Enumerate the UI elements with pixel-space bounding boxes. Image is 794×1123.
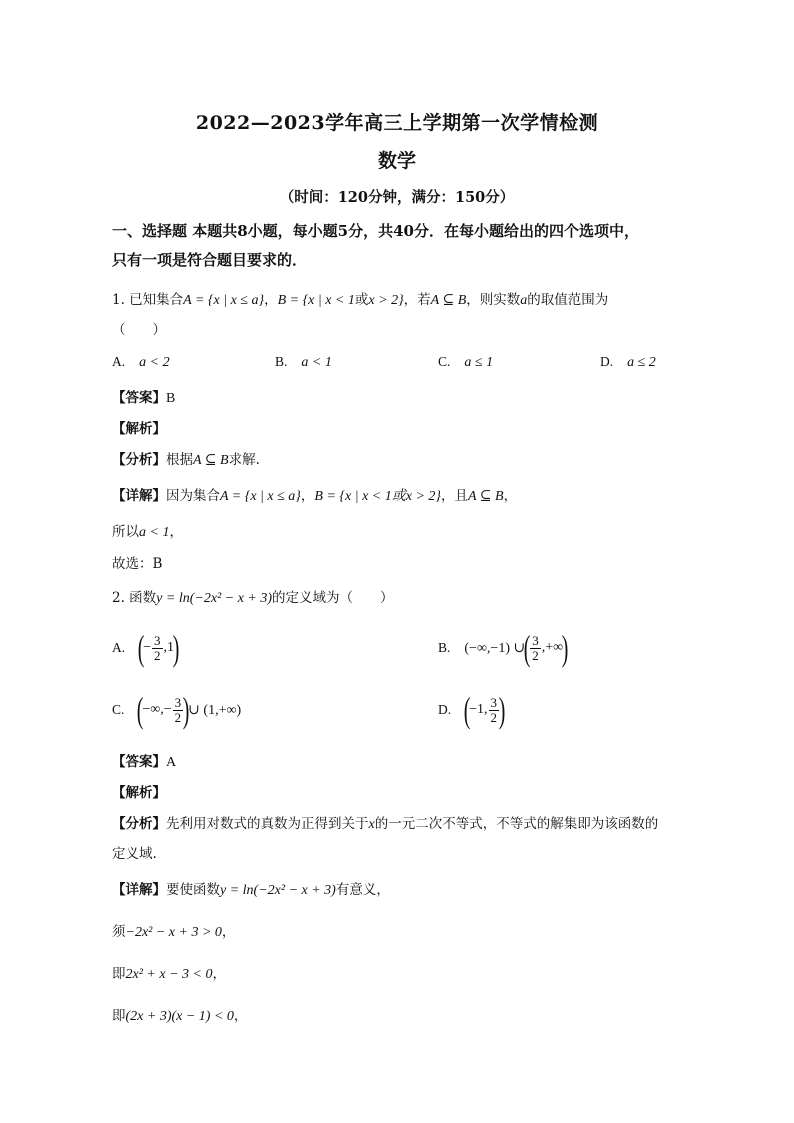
q2-detail-func: y = ln(−2x² − x + 3) (220, 883, 336, 898)
q1-answer-value: B (166, 391, 176, 406)
q2-step3-comma: ， (233, 1008, 248, 1024)
q1-fenxi-tail: 求解. (228, 452, 260, 468)
q1-paren: （ ） (112, 322, 166, 338)
q2-option-a-frac: $\frac{3}{2}$ (154, 632, 161, 663)
q2-answer-tag: 【答案】 (112, 754, 166, 770)
time-note: （时间：120分钟，满分：150分） (279, 189, 515, 206)
q1-stem (112, 288, 608, 309)
q2-option-c: C. ( −∞,− $\frac{3}{2}$ ) ∪ (1,+∞) (112, 690, 242, 730)
q2-step1 (112, 920, 235, 941)
q1-detail-setB: B = {x | x < 1或x > 2} (314, 489, 441, 504)
q2-answer-value: A (166, 755, 177, 770)
q1-fenxi-text: 根据 (166, 452, 193, 468)
q1-setB2: x > 2} (368, 293, 404, 308)
q1-option-b (275, 354, 332, 371)
q2-fenxi-tag: 【分析】 (112, 816, 166, 832)
q1-option-b-label: B. (275, 354, 288, 369)
q2-fenxi (112, 812, 658, 833)
q1-tail: ，则实数 (466, 292, 521, 308)
q2-option-d-label: D. (438, 702, 452, 717)
q1-mid: ，若 (403, 292, 431, 308)
q1-analysis-tag: 【解析】 (112, 421, 166, 437)
q2-option-d-left: −1, (469, 702, 488, 717)
q2-step1-pre: 须 (112, 924, 126, 940)
q1-option-c (438, 354, 493, 371)
q2-option-c-left: −∞,− (142, 702, 172, 717)
q1-var: a (520, 293, 528, 308)
q1-prefix: 1. 已知集合 (112, 292, 184, 308)
q2-option-a-right: ,1 (163, 640, 175, 655)
q1-option-d (600, 354, 656, 371)
q1-detail-sep: ， (300, 488, 315, 504)
q2-option-b-label: B. (438, 640, 451, 655)
q1-detail-setA: A = {x | x ≤ a} (220, 489, 301, 504)
q2-option-b: B. (−∞,−1) ∪ ( $\frac{3}{2}$ ,+∞ ) (438, 628, 569, 668)
q1-option-a-label: A. (112, 354, 126, 369)
q2-step2-pre: 即 (112, 966, 126, 982)
q1-choose: 故选：B (112, 556, 163, 572)
q2-step1-expr: −2x² − x + 3 > 0 (125, 925, 222, 940)
q2-func: y = ln(−2x² − x + 3) (156, 591, 273, 606)
q2-step2-comma: ， (212, 966, 226, 982)
q2-step3-pre: 即 (112, 1008, 126, 1024)
q1-option-d-expr: a ≤ 2 (627, 355, 656, 370)
q1-option-c-expr: a ≤ 1 (464, 355, 494, 370)
q2-fenxi-text1: 先利用对数式的真数为正得到关于 (166, 816, 369, 832)
q2-tail: 的定义域为（ ） (272, 590, 394, 606)
subject-title: 数学 (377, 150, 416, 172)
q2-option-a-label: A. (112, 640, 126, 655)
q1-option-d-label: D. (600, 354, 614, 369)
q1-setB1: B = {x | x < 1 (277, 293, 355, 308)
q2-option-b-left: (−∞,−1) ∪ (464, 640, 526, 656)
q2-fenxi-var: x (368, 817, 375, 832)
q2-option-d: D. ( −1, $\frac{3}{2}$ ) (438, 690, 506, 730)
q1-sep: ， (264, 292, 278, 308)
q1-detail-tag: 【详解】 (112, 488, 166, 504)
q1-option-a-expr: a < 2 (139, 355, 170, 370)
q2-step1-comma: ， (221, 924, 236, 940)
q1-or: 或 (354, 292, 369, 308)
q1-detail (112, 484, 517, 505)
q2-option-b-frac: $\frac{3}{2}$ (532, 632, 539, 663)
q2-prefix: 2. 函数 (112, 590, 157, 606)
q2-step2 (112, 962, 226, 983)
q2-step3-expr: (2x + 3)(x − 1) < 0 (125, 1009, 234, 1024)
q1-answer-tag: 【答案】 (112, 390, 166, 406)
q1-option-a (112, 354, 170, 371)
q1-so (112, 520, 183, 541)
q1-detail-and: ，且 (441, 488, 468, 504)
q1-cond: A ⊆ B (430, 293, 467, 308)
q1-setA: A = {x | x ≤ a} (183, 293, 265, 308)
q2-option-c-label: C. (112, 702, 125, 717)
q2-step3 (112, 1004, 247, 1025)
q2-answer (112, 750, 176, 771)
q2-stem (112, 586, 394, 607)
q2-option-c-frac: $\frac{3}{2}$ (174, 694, 182, 725)
q1-answer (112, 386, 175, 407)
q1-option-c-label: C. (438, 354, 451, 369)
q1-option-b-expr: a < 1 (301, 355, 332, 370)
q1-so-end: ， (169, 524, 183, 540)
q1-detail-cond: A ⊆ B (468, 489, 504, 504)
q2-analysis-tag: 【解析】 (112, 785, 166, 801)
q1-fenxi (112, 448, 260, 469)
q1-detail-end: ， (503, 488, 518, 504)
q1-fenxi-tag: 【分析】 (112, 452, 166, 468)
q2-option-b-right: ,+∞ (541, 640, 564, 655)
q2-detail-tail: 有意义， (335, 882, 390, 898)
q1-so-expr: a < 1 (139, 525, 170, 540)
exam-title: 2022—2023学年高三上学期第一次学情检测 (195, 112, 599, 134)
q2-detail-text: 要使函数 (166, 882, 220, 898)
q1-fenxi-expr: A ⊆ B (193, 453, 229, 468)
q2-fenxi-line2: 定义域. (112, 846, 157, 862)
section-heading-line1: 一、选择题 本题共8小题，每小题5分，共40分．在每小题给出的四个选项中， (112, 222, 639, 240)
q2-detail (112, 878, 390, 899)
q2-option-c-right: ∪ (1,+∞) (188, 702, 242, 718)
q2-detail-tag: 【详解】 (112, 882, 166, 898)
q1-so-text: 所以 (112, 524, 139, 540)
q2-fenxi-text2: 的一元二次不等式，不等式的解集即为该函数的 (374, 816, 659, 832)
q2-option-d-frac: $\frac{3}{2}$ (490, 694, 498, 725)
q2-step2-expr: 2x² + x − 3 < 0 (125, 967, 213, 982)
q1-detail-text: 因为集合 (166, 488, 220, 504)
q1-tail2: 的取值范围为 (527, 292, 609, 308)
section-heading-line2: 只有一项是符合题目要求的． (112, 251, 308, 269)
q2-option-a: A. ( − $\frac{3}{2}$ ,1 ) (112, 628, 180, 668)
